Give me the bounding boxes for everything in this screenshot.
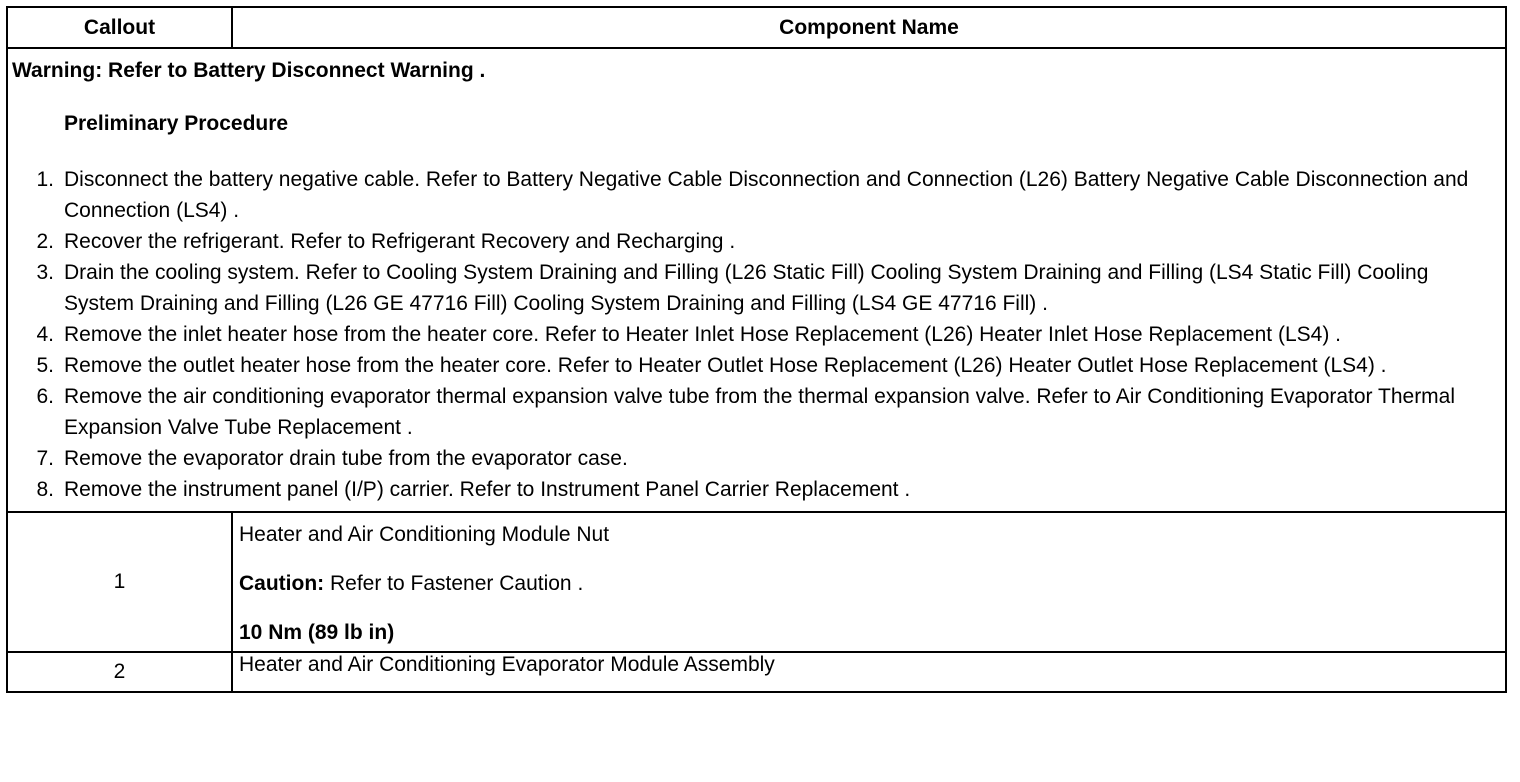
list-item bbox=[12, 381, 1501, 443]
step-text: Disconnect the battery negative cable. Refer to Battery Negative Cable Disconnection and Connection (L26) Battery Negative Cable Disconnection and Connection (LS4) . bbox=[64, 168, 1469, 222]
step-text: Remove the instrument panel (I/P) carrier. Refer to Instrument Panel Carrier Replacement . bbox=[64, 478, 911, 501]
component-name-header: Component Name bbox=[232, 7, 1506, 48]
procedure-table bbox=[6, 6, 1507, 693]
preliminary-row bbox=[7, 48, 1506, 512]
step-number: 5. bbox=[36, 354, 54, 377]
component-name: Heater and Air Conditioning Evaporator Module Assembly bbox=[232, 652, 1506, 692]
table-row bbox=[7, 512, 1506, 652]
caution-text bbox=[239, 572, 1499, 596]
list-item bbox=[12, 319, 1501, 350]
step-text: Remove the air conditioning evaporator thermal expansion valve tube from the thermal expansion valve. Refer to Air Conditioning Evaporator Thermal Expansion Valve Tube Replacement . bbox=[64, 385, 1456, 439]
torque-spec: 10 Nm (89 lb in) bbox=[239, 621, 395, 644]
step-number: 6. bbox=[36, 385, 54, 408]
preliminary-cell bbox=[7, 48, 1506, 512]
list-item bbox=[12, 443, 1501, 474]
callout-number: 2 bbox=[7, 652, 232, 692]
step-text: Remove the outlet heater hose from the heater core. Refer to Heater Outlet Hose Replacement (L26) Heater Outlet Hose Replacement (LS4) . bbox=[64, 354, 1387, 377]
step-number: 1. bbox=[36, 168, 54, 191]
step-number: 4. bbox=[36, 323, 54, 346]
list-item bbox=[12, 164, 1501, 226]
warning-text: Warning: Refer to Battery Disconnect Warning . bbox=[12, 59, 486, 82]
list-item bbox=[12, 226, 1501, 257]
steps-list bbox=[12, 164, 1501, 505]
callout-header: Callout bbox=[7, 7, 232, 48]
step-number: 2. bbox=[36, 230, 54, 253]
step-number: 7. bbox=[36, 447, 54, 470]
caution-label: Caution: bbox=[239, 572, 325, 595]
component-name: Heater and Air Conditioning Module Nut bbox=[239, 523, 610, 546]
step-number: 3. bbox=[36, 261, 54, 284]
caution-body: Refer to Fastener Caution . bbox=[324, 572, 584, 595]
step-text: Drain the cooling system. Refer to Cooling System Draining and Filling (L26 Static Fill) Cooling System Draining and Filling (LS4 Static Fill) Cooling System Draining and Filling (L26 GE 47716 Fill) Cooling System Draining and Filling (LS4 GE 47716 Fill) . bbox=[64, 261, 1429, 315]
step-text: Remove the inlet heater hose from the heater core. Refer to Heater Inlet Hose Replacement (L26) Heater Inlet Hose Replacement (LS4) . bbox=[64, 323, 1341, 346]
table-row bbox=[7, 652, 1506, 692]
preliminary-title: Preliminary Procedure bbox=[64, 112, 289, 135]
step-text: Remove the evaporator drain tube from the evaporator case. bbox=[64, 447, 628, 470]
component-cell bbox=[232, 512, 1506, 652]
header-row bbox=[7, 7, 1506, 48]
list-item bbox=[12, 350, 1501, 381]
list-item bbox=[12, 257, 1501, 319]
list-item bbox=[12, 474, 1501, 505]
callout-number: 1 bbox=[7, 512, 232, 652]
step-number: 8. bbox=[36, 478, 54, 501]
step-text: Recover the refrigerant. Refer to Refrigerant Recovery and Recharging . bbox=[64, 230, 736, 253]
